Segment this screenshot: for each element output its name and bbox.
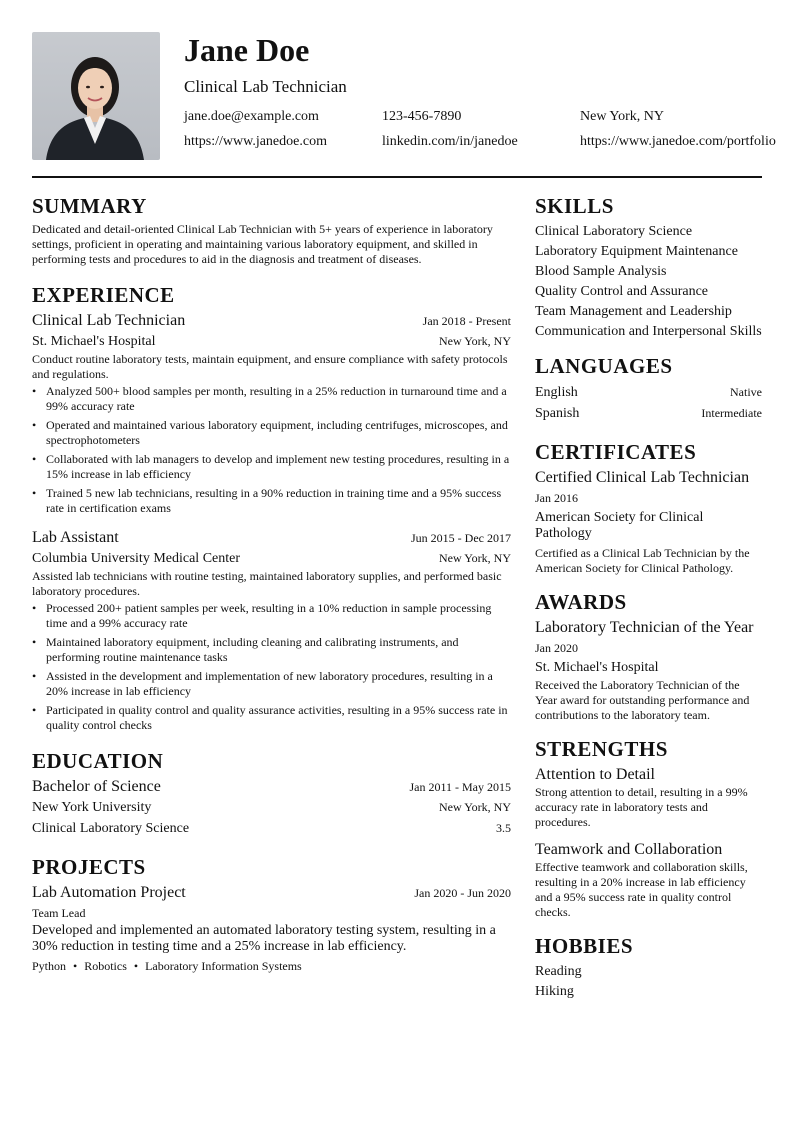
awards-section xyxy=(535,588,762,723)
award-date: Jan 2020 xyxy=(535,641,578,655)
header-divider xyxy=(32,176,762,178)
gpa: 3.5 xyxy=(496,821,511,835)
skill-item: Communication and Interpersonal Skills xyxy=(535,324,762,339)
job-summary: Assisted lab technicians with routine testing, maintained laboratory supplies, and performed basic laboratory procedures. xyxy=(32,569,502,598)
list-item: • Processed 200+ patient samples per week, resulting in a 10% reduction in sample processing time and a 99% accuracy rate xyxy=(32,601,511,631)
strength-name: Attention to Detail xyxy=(535,766,655,783)
project-name: Lab Automation Project xyxy=(32,884,186,901)
list-item: • Participated in quality control and quality assurance activities, resulting in a 95% success rate in quality control checks xyxy=(32,703,511,733)
strength-name: Teamwork and Collaboration xyxy=(535,841,723,858)
project-keywords: Python • Robotics • Laboratory Information Systems xyxy=(32,959,302,973)
hobby-item: Hiking xyxy=(535,984,574,999)
email-link[interactable]: jane.doe@example.com xyxy=(184,109,319,124)
keyword: Python xyxy=(32,959,67,973)
projects-section xyxy=(32,853,511,974)
education-dates: Jan 2011 - May 2015 xyxy=(409,780,511,794)
website-link[interactable]: https://www.janedoe.com xyxy=(184,134,327,149)
section-heading: STRENGTHS xyxy=(535,737,668,761)
location-text: New York, NY xyxy=(580,109,665,124)
list-item: • Assisted in the development and implementation of new laboratory procedures, resulting in a 20% increase in lab efficiency xyxy=(32,669,511,699)
job-location: New York, NY xyxy=(438,334,511,348)
section-heading: HOBBIES xyxy=(535,934,634,958)
project-dates: Jan 2020 - Jun 2020 xyxy=(414,886,511,900)
job-summary: Conduct routine laboratory tests, maintain equipment, and ensure compliance with safety protocols and regulations. xyxy=(32,352,508,381)
language-name: Spanish xyxy=(535,406,580,421)
degree: Bachelor of Science xyxy=(32,778,161,795)
hobby-item: Reading xyxy=(535,964,582,979)
section-heading: CERTIFICATES xyxy=(535,440,697,464)
languages-section xyxy=(535,352,762,424)
experience-item xyxy=(32,311,511,516)
experience-item xyxy=(32,528,511,733)
certificates-section xyxy=(535,438,762,576)
summary-text: Dedicated and detail-oriented Clinical Lab Technician with 5+ years of experience in laboratory settings, proficient in operating and maintaining various laboratory equipment, and skilled in performing tests and procedures to aid in the diagnosis and treatment of diseases. xyxy=(32,222,493,266)
field-of-study: Clinical Laboratory Science xyxy=(32,821,190,836)
project-description: Developed and implemented an automated laboratory testing system, resulting in a 30% reduction in testing time and a 25% increase in lab efficiency. xyxy=(32,923,496,954)
hobbies-section xyxy=(535,932,762,1002)
award-issuer: St. Michael's Hospital xyxy=(535,660,659,675)
section-heading: AWARDS xyxy=(535,590,627,614)
school: New York University xyxy=(32,800,152,815)
list-item: • Analyzed 500+ blood samples per month, resulting in a 25% reduction in turnaround time and a 99% accuracy rate xyxy=(32,384,511,414)
person-portrait-icon xyxy=(32,32,160,160)
skill-item: Blood Sample Analysis xyxy=(535,264,667,279)
experience-section xyxy=(32,281,511,733)
award-description: Received the Laboratory Technician of the Year award for outstanding performance and contributions to the laboratory team. xyxy=(535,678,750,722)
phone-link[interactable]: 123-456-7890 xyxy=(382,109,462,124)
job-location: New York, NY xyxy=(438,551,511,565)
skill-item: Quality Control and Assurance xyxy=(535,284,709,299)
project-role: Team Lead xyxy=(32,906,86,920)
language-level: Intermediate xyxy=(701,406,762,420)
resume-header xyxy=(32,32,776,160)
skill-item: Laboratory Equipment Maintenance xyxy=(535,244,738,259)
certificate-issuer: American Society for Clinical Pathology xyxy=(535,510,704,541)
list-item: • Maintained laboratory equipment, including cleaning and calibrating instruments, and performing routine maintenance tasks xyxy=(32,635,511,665)
section-heading: LANGUAGES xyxy=(535,354,673,378)
candidate-name: Jane Doe xyxy=(184,32,310,68)
list-item: • Collaborated with lab managers to develop and implement new testing procedures, resulting in a 15% increase in lab efficiency xyxy=(32,452,511,482)
section-heading: EXPERIENCE xyxy=(32,283,175,307)
profile-photo xyxy=(32,32,160,160)
certificate-date: Jan 2016 xyxy=(535,491,578,505)
strengths-section xyxy=(535,735,762,920)
job-role: Clinical Lab Technician xyxy=(32,312,186,329)
certificate-name: Certified Clinical Lab Technician xyxy=(535,469,750,486)
strength-description: Effective teamwork and collaboration skills, resulting in a 20% increase in lab efficiency and a 95% success rate in quality control checks. xyxy=(535,860,748,919)
job-dates: Jan 2018 - Present xyxy=(422,314,511,328)
language-name: English xyxy=(535,385,578,400)
education-section xyxy=(32,747,511,839)
list-item: • Operated and maintained various laboratory equipment, including centrifuges, microscopes, and spectrophotometers xyxy=(32,418,511,448)
job-highlights xyxy=(32,601,511,733)
job-role: Lab Assistant xyxy=(32,529,119,546)
linkedin-link[interactable]: linkedin.com/in/janedoe xyxy=(382,134,518,149)
job-company: St. Michael's Hospital xyxy=(32,334,156,349)
job-dates: Jun 2015 - Dec 2017 xyxy=(411,531,511,545)
job-highlights xyxy=(32,384,511,516)
school-location: New York, NY xyxy=(438,800,511,814)
skills-section xyxy=(535,192,762,342)
certificate-description: Certified as a Clinical Lab Technician by the American Society for Clinical Pathology. xyxy=(535,546,750,575)
right-column xyxy=(535,192,762,1006)
skill-item: Team Management and Leadership xyxy=(535,304,732,319)
keyword: Robotics xyxy=(84,959,127,973)
keyword: Laboratory Information Systems xyxy=(145,959,302,973)
candidate-title: Clinical Lab Technician xyxy=(184,77,347,96)
job-company: Columbia University Medical Center xyxy=(32,551,241,566)
strength-description: Strong attention to detail, resulting in a 99% accuracy rate in laboratory tests and procedures. xyxy=(535,785,748,829)
section-heading: PROJECTS xyxy=(32,855,146,879)
skill-item: Clinical Laboratory Science xyxy=(535,224,693,239)
list-item: • Trained 5 new lab technicians, resulting in a 90% reduction in training time and a 95% success rate in certification exams xyxy=(32,486,511,516)
language-level: Native xyxy=(730,385,762,399)
left-column xyxy=(32,192,511,978)
section-heading: EDUCATION xyxy=(32,749,164,773)
section-heading: SUMMARY xyxy=(32,194,147,218)
portfolio-link[interactable]: https://www.janedoe.com/portfolio xyxy=(580,134,776,149)
summary-section xyxy=(32,192,511,267)
award-name: Laboratory Technician of the Year xyxy=(535,619,754,636)
section-heading: SKILLS xyxy=(535,194,614,218)
